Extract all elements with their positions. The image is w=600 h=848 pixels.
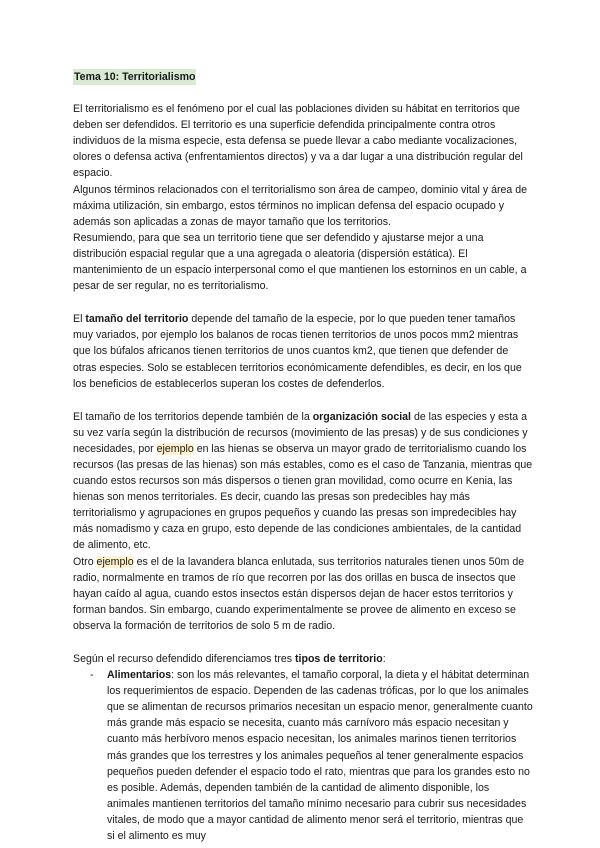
text-run: en las hienas se observa un mayor grado de territorialismo cuando los recursos (las presas de las hienas) son más estables, como es el caso de Tanzania, mientras que cuando estos recursos son más dispersos o tienen gran movilidad, como ocurre en Kenia, las hienas son menos territoriales. Es decir, cuando las presas son predecibles hay más territorialismo y agrupaciones en grupos pequeños y cuando las presas son impredecibles hay más nomadismo y caza en grupo, esto depende de las condiciones ambientales, de la cantidad de alimento, etc. xyxy=(73,442,533,552)
highlighted-word: ejemplo xyxy=(156,442,194,455)
bold-term: tipos de territorio xyxy=(295,653,383,665)
text-run: Según el recurso defendido diferenciamos tres xyxy=(73,653,296,665)
text-run: : son los más relevantes, el tamaño corporal, la dieta y el hábitat determinan los requerimientos de espacio. Dependen de las cadenas tróficas, por lo que los animales que se alimentan de recursos primarios necesitan un espacio menor, generalmente cuanto más grande más espacio se necesita, cuanto más carnívoro más espacio necesitan y cuanto más herbívoro menos espacio necesitan, los animales marinos tienen territorios más grandes que los terrestres y los animales pequeños al tener generalmente espacios pequeños pueden defender el espacio todo el rato, mientras que para los grandes esto no es posible. Además, dependen también de la cantidad de alimento disponible, los animales mantienen territorios del tamaño mínimo necesario para cubrir sus necesidades vitales, de modo que a mayor cantidad de alimento menor será el territorio, mientras que si el alimento es muy xyxy=(107,669,533,843)
text-run: El xyxy=(73,313,86,326)
bold-term: organización social xyxy=(312,410,412,423)
list-item xyxy=(73,667,533,844)
text-run: de las especies y esta a su vez varía según la distribución de recursos (movimiento de las presas) y de sus condiciones y necesidades, por xyxy=(73,410,528,455)
wagtail-example-paragraph xyxy=(73,554,533,634)
intro-paragraph-2: Algunos términos relacionados con el territorialismo son área de campeo, dominio vital y área de máxima utilización, sin embargo, estos términos no implican defensa del espacio ocupado y además son aplicadas a zonas de mayor tamaño que los territorios. xyxy=(73,183,528,228)
territory-types-intro xyxy=(73,651,533,667)
text-run: es el de la lavandera blanca enlutada, sus territorios naturales tienen unos 50m de radio, normalmente en tramos de río que recorren por las dos orillas en busca de insectos que hayan caído al agua, cuando estos insectos están dispersos dejan de hacer estos territorios y forman bandos. Sin embargo, cuando experimentalmente se provee de alimento en exceso se observa la formación de territorios de solo 5 m de radio. xyxy=(73,555,525,632)
text-run: : xyxy=(382,653,386,665)
bold-term: tamaño del territorio xyxy=(85,313,189,326)
intro-paragraph-1: El territorialismo es el fenómeno por el cual las poblaciones dividen su hábitat en territorios que deben ser defendidos. El territorio es una superficie defendida principalmente contra otros individuos de la misma especie, esta defensa se puede llevar a cabo mediante vocalizaciones, olores o defensa activa (enfrentamientos directos) y va a dar lugar a una distribución regular del espacio. xyxy=(73,103,523,180)
bold-term: Alimentarios xyxy=(107,669,172,682)
social-organization-paragraph xyxy=(73,409,533,554)
text-run: Otro xyxy=(73,555,97,568)
highlighted-word: ejemplo xyxy=(96,555,134,568)
page-title: Tema 10: Territorialismo xyxy=(73,69,196,85)
text-run: depende del tamaño de la especie, por lo que pueden tener tamaños muy variados, por ejemplo los balanos de rocas tienen territorios de unos pocos mm2 mientras que los búfalos africanos tienen territorios de unos cuantos km2, que tienen que defender de otras especies. Solo se establecen territorios económicamente defendibles, es decir, en los que los beneficios de establecerlos superan los costes de defenderlos. xyxy=(73,313,522,390)
text-run: El tamaño de los territorios depende también de la xyxy=(73,410,313,423)
territory-types-list xyxy=(73,667,533,844)
territory-size-paragraph xyxy=(73,311,533,391)
list-dash: - xyxy=(90,669,94,682)
intro-paragraph-3: Resumiendo, para que sea un territorio tiene que ser defendido y ajustarse mejor a una distribución espacial regular que a una agregada o aleatoria (dispersión estática). El mantenimiento de un espacio interpersonal como el que mantienen los estorninos en un cable, a pesar de ser regular, no es territorialismo. xyxy=(73,231,527,293)
document-content xyxy=(73,69,533,844)
